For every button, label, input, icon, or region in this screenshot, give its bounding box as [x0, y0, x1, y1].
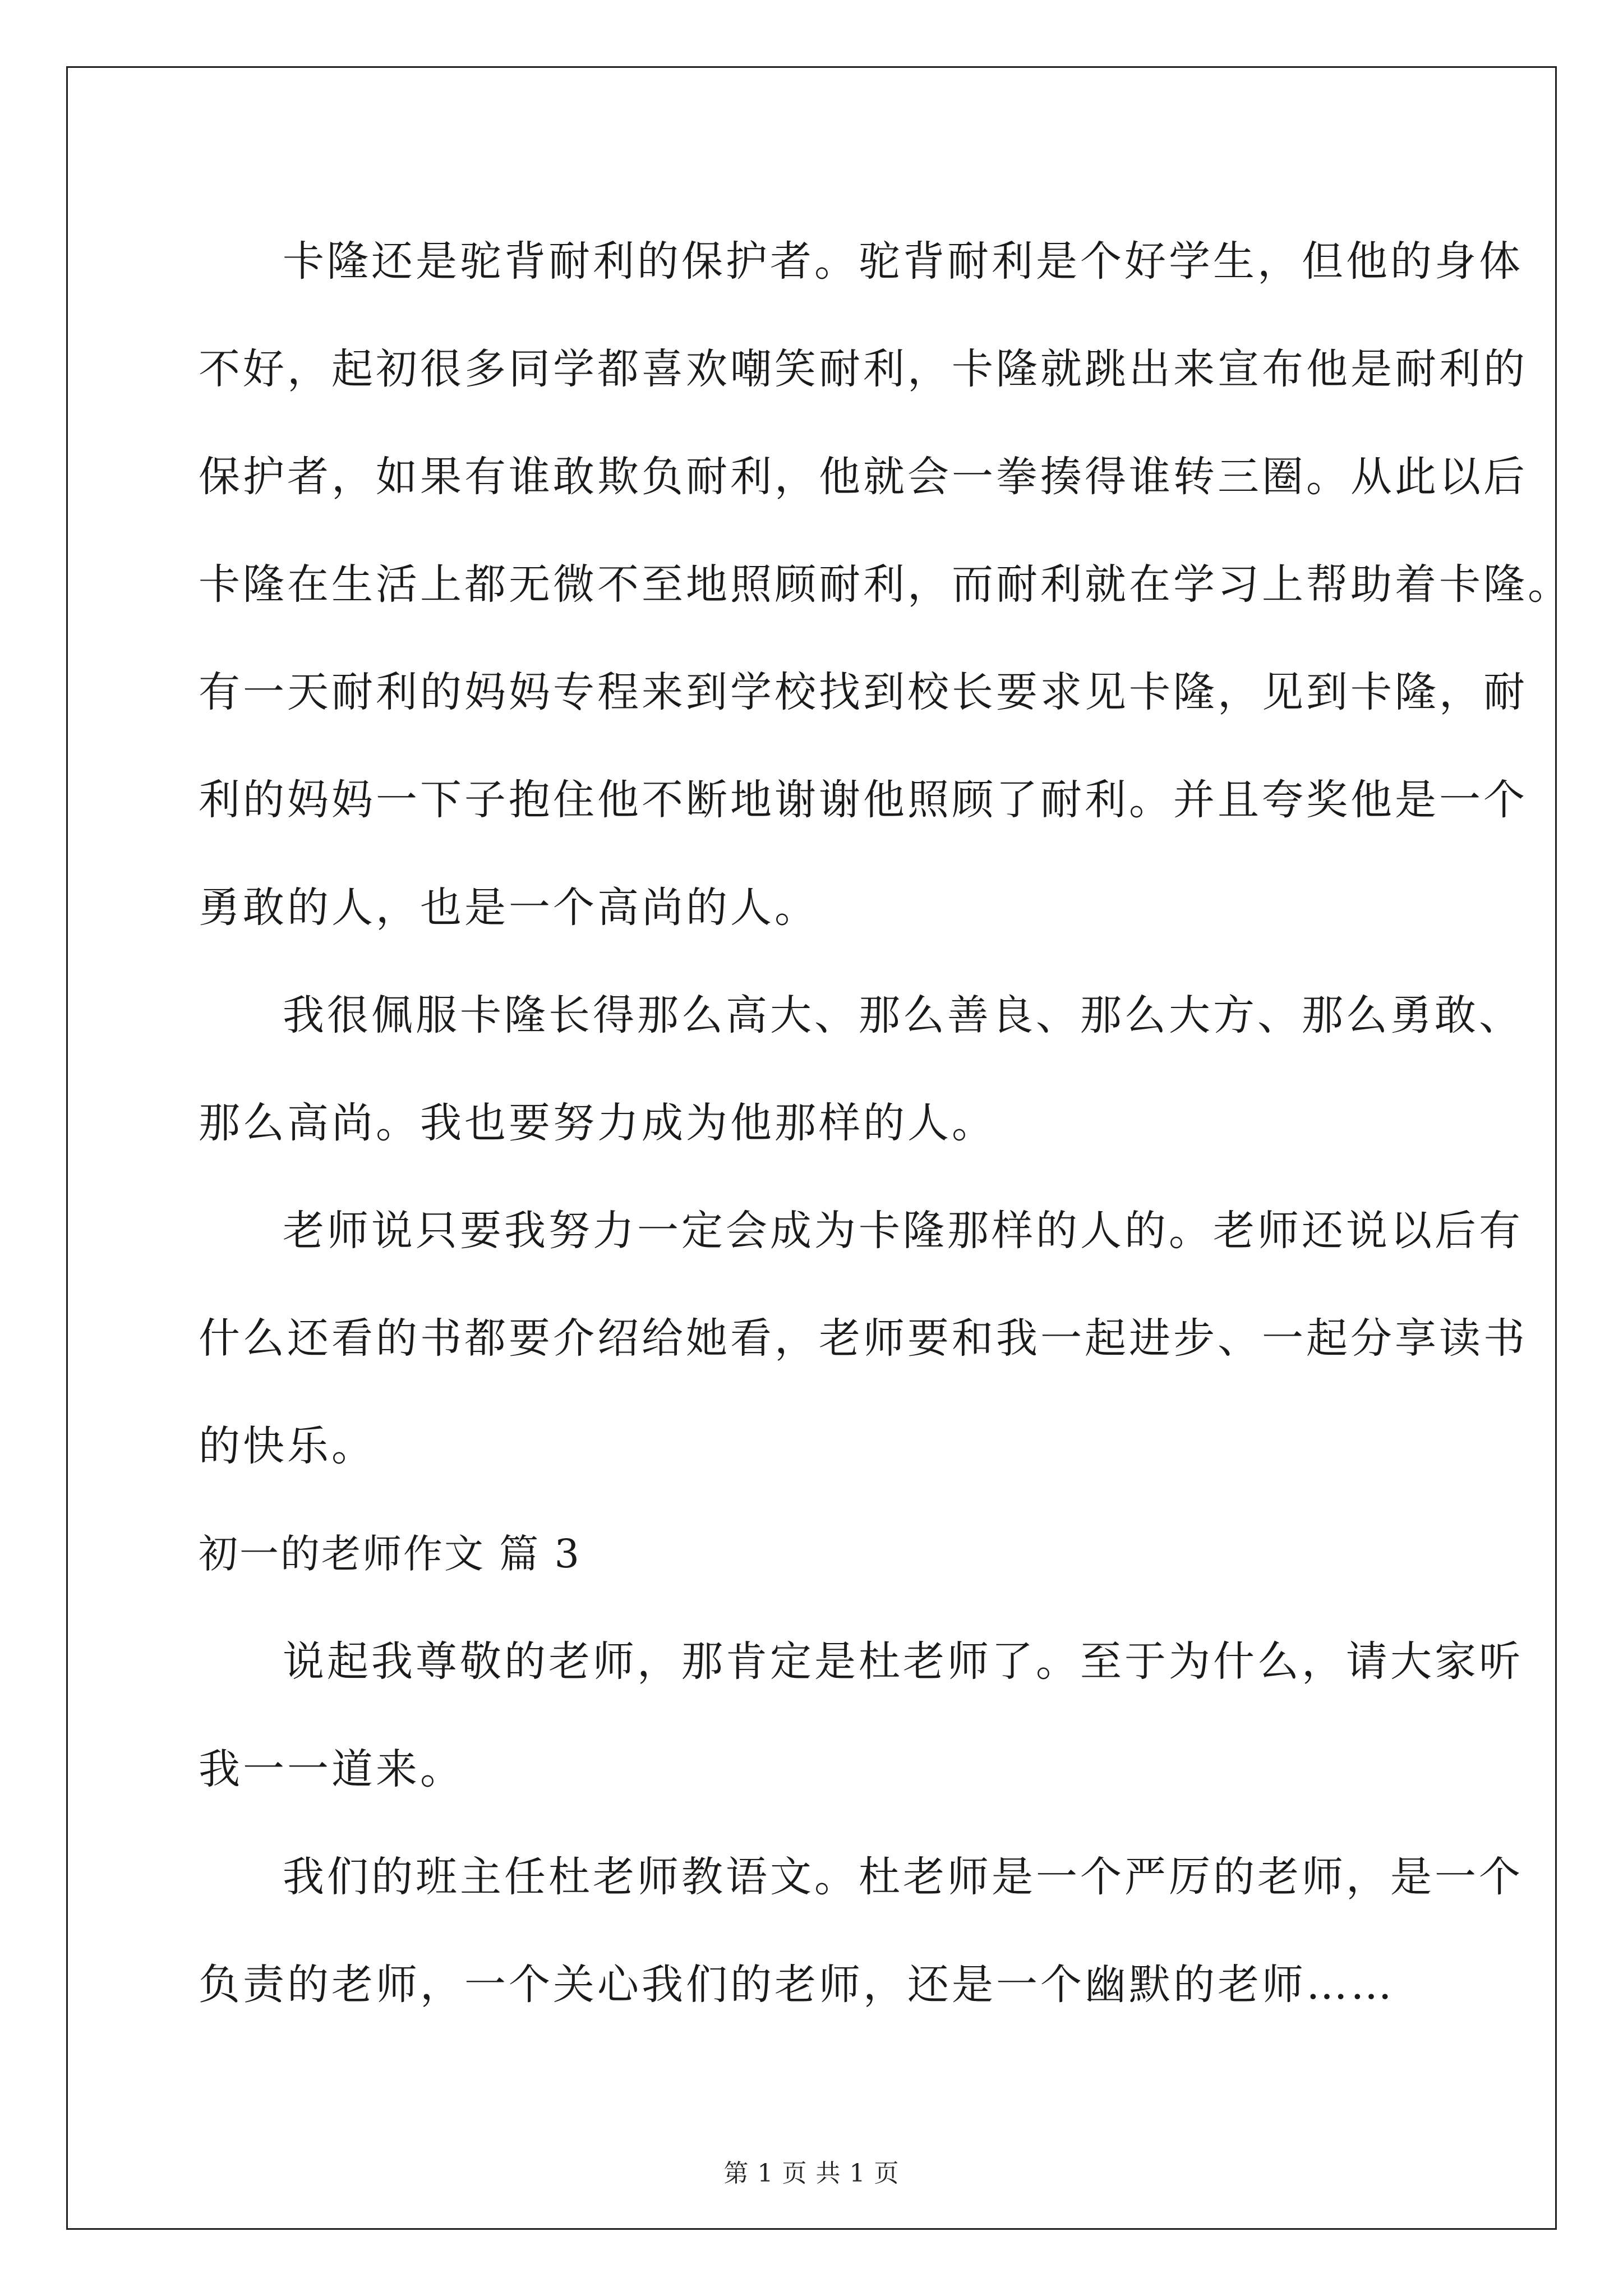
section-paragraph-2-line-2: 负责的老师，一个关心我们的老师，还是一个幽默的老师……: [199, 1961, 1395, 2009]
section-paragraph-2-line-1: 我们的班主任杜老师教语文。杜老师是一个严厉的老师，是一个: [283, 1853, 1523, 1901]
document-body: [199, 208, 1572, 2039]
paragraph-3-line-1: 老师说只要我努力一定会成为卡隆那样的人的。老师还说以后有: [283, 1207, 1523, 1255]
paragraph-1-line-1: 卡隆还是驼背耐利的保护者。驼背耐利是个好学生，但他的身体: [283, 237, 1523, 286]
paragraph-1-line-7: 勇敢的人，也是一个高尚的人。: [199, 884, 819, 932]
paragraph-1-line-5: 有一天耐利的妈妈专程来到学校找到校长要求见卡隆，见到卡隆，耐: [199, 668, 1528, 716]
section-paragraph-1-line-1: 说起我尊敬的老师，那肯定是杜老师了。至于为什么，请大家听: [283, 1637, 1523, 1686]
paragraph-1-line-3: 保护者，如果有谁敢欺负耐利，他就会一拳揍得谁转三圈。从此以后: [199, 453, 1528, 501]
paragraph-3-line-2: 什么还看的书都要介绍给她看，老师要和我一起进步、一起分享读书: [199, 1314, 1528, 1363]
paragraph-3-line-3: 的快乐。: [199, 1422, 376, 1470]
page-number-footer: 第 1 页 共 1 页: [723, 2159, 900, 2188]
paragraph-2-line-1: 我很佩服卡隆长得那么高大、那么善良、那么大方、那么勇敢、: [283, 991, 1523, 1039]
paragraph-1-line-2: 不好，起初很多同学都喜欢嘲笑耐利，卡隆就跳出来宣布他是耐利的: [199, 345, 1528, 393]
section-paragraph-1-line-2: 我一一道来。: [199, 1745, 464, 1793]
paragraph-1-line-4: 卡隆在生活上都无微不至地照顾耐利，而耐利就在学习上帮助着卡隆。: [199, 560, 1572, 609]
section-heading: 初一的老师作文 篇 3: [199, 1531, 582, 1577]
paragraph-2-line-2: 那么高尚。我也要努力成为他那样的人。: [199, 1099, 996, 1147]
paragraph-1-line-6: 利的妈妈一下子抱住他不断地谢谢他照顾了耐利。并且夸奖他是一个: [199, 776, 1528, 824]
